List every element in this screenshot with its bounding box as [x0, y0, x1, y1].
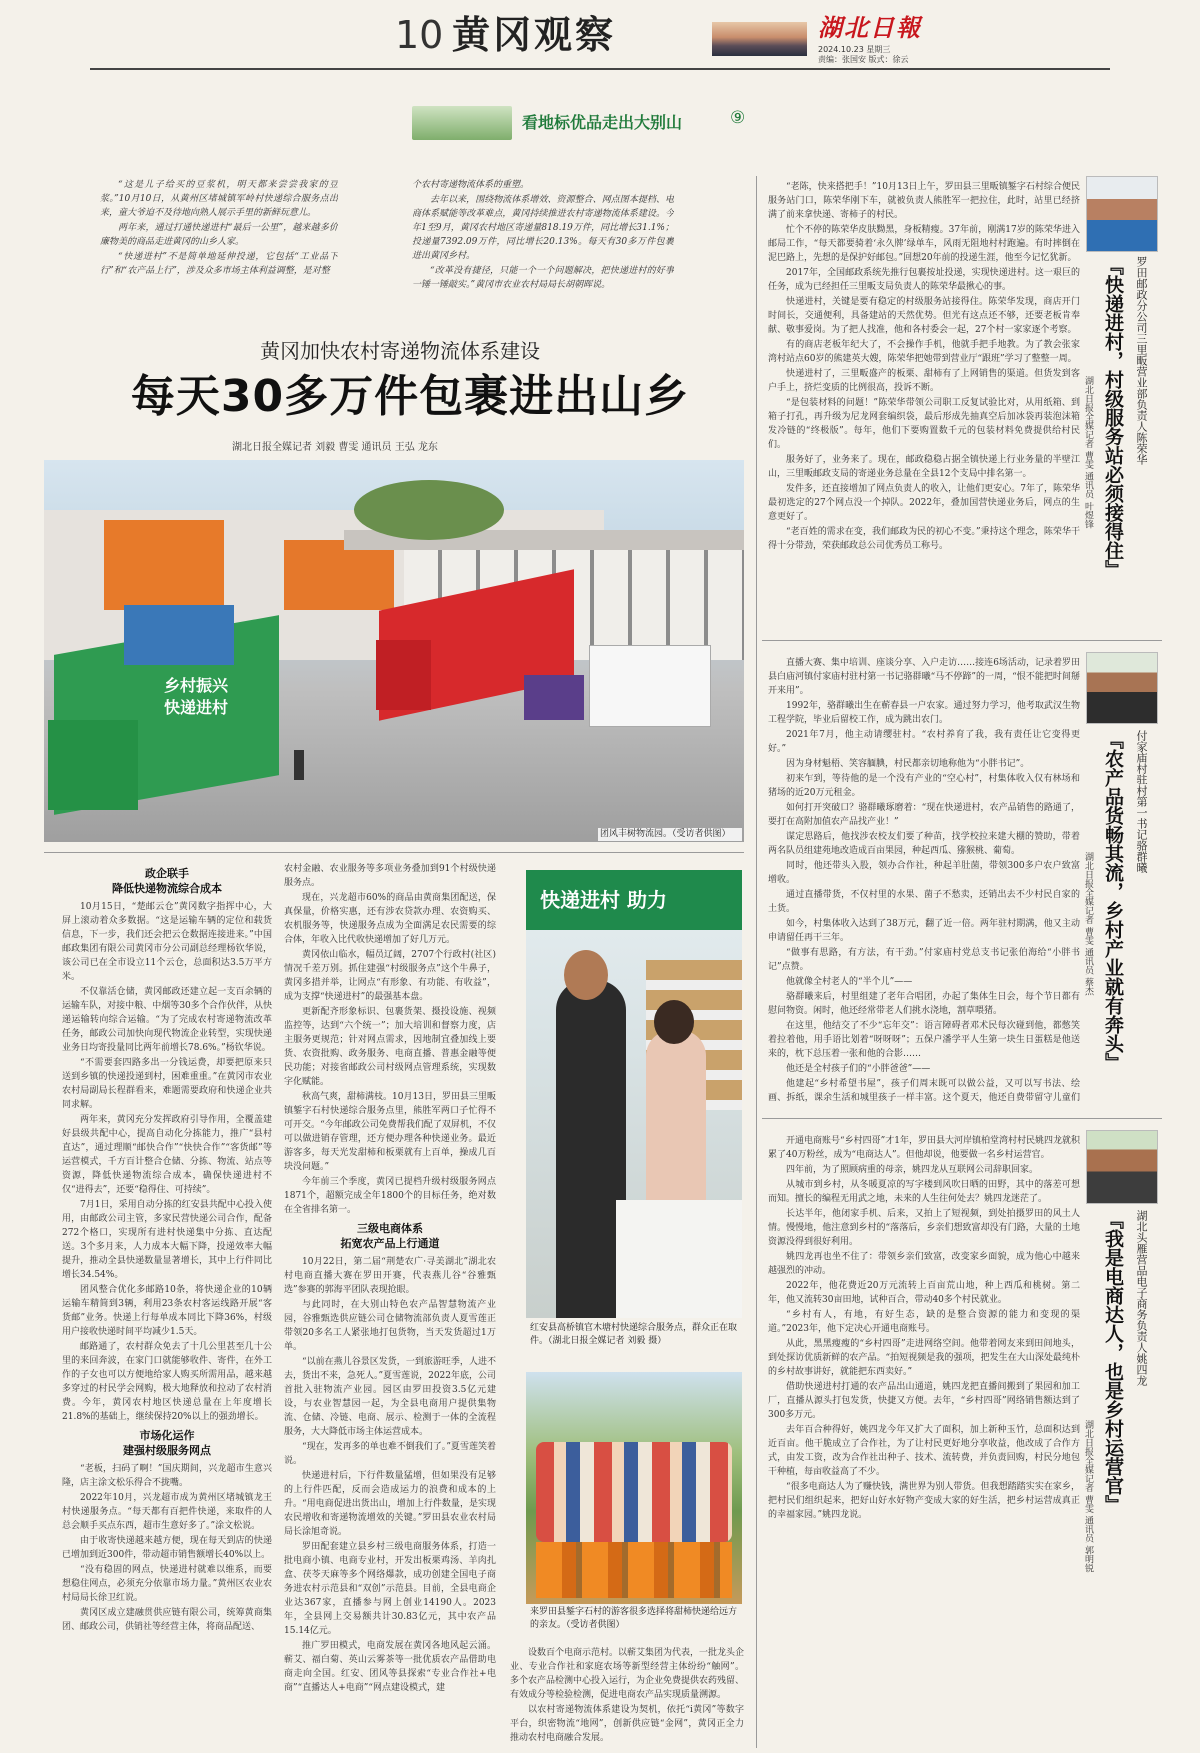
profile-paragraph: 发件多，还直接增加了网点负责人的收入，让他们更安心。7年了，陈荣华最初选定的27个网点没一个掉队。2022年，叠加国营快递业务后，网点的生意更好了。	[768, 484, 1080, 522]
van-white	[589, 645, 711, 727]
profile-3	[760, 1130, 1160, 1748]
body-paragraph: 更新配齐形象标识、包裹货架、摄投设施、视频监控等，达到“六个统一”；加大培训和督察力度，店主服务更规范；针对网点需求，因地制宜叠加线上要货、农资批购、政务服务、电商直播、普惠金融等便民功能；对接省邮政公司村级网点管理系统，实现数字化赋能。	[284, 1007, 496, 1087]
body-paragraph: 今年前三个季度，黄冈已提档升级村级服务网点1871个，超额完成全年1800个的目标任务，绝对数在全省排名第一。	[284, 1177, 496, 1215]
masthead-date: 2024.10.23 星期三	[818, 45, 891, 54]
truck-green-cab	[48, 720, 138, 810]
truck-blue	[124, 605, 234, 665]
intro-paragraph: 个农村寄递物流体系的重塑。	[412, 180, 530, 190]
body-paragraph: 2022年10月，兴龙超市成为黄州区堵城镇龙王村快递服务点。“每天都有百把件快递，来取件的人总会顺手买点东西，超市生意好多了。”涂文松说。	[62, 1493, 272, 1531]
body-paragraph: 罗田配套建立县乡村三级电商服务体系，打造一批电商小镇、电商专业村，开发出板栗鸡汤、羊肉扎盒、茯苓天麻等多个网络爆款，成功创建全国电子商务进农村示范县和“双创”示范县。目前，全县电商企业达367家，直播参与网上创业14190人。2023年，全县网上交易额共计30.83亿元，其中农产品15.14亿元。	[284, 1542, 496, 1636]
body-paragraph: 7月1日，采用自动分拣的红安县共配中心投入使用，由邮政公司主管，多家民营快递公司合作，配备272个格口，实现所有进村快递集中分拣、直达配送。3个多月来，人力成本大幅下降，投递效率大幅提升，推动全县快递数量显著增长，其中上行件同比增长34.54%。	[62, 1200, 272, 1280]
profile-3-portrait	[1086, 1130, 1158, 1204]
truck-green-label: 乡村振兴 快递进村	[164, 676, 229, 717]
subhead-line: 建强村级服务网点	[123, 1444, 211, 1457]
body-paragraph: 邮路通了，农村群众免去了十几公里甚至几十公里的来回奔波，在家门口就能够收件、寄件，在外工作的子女也可以方便地给家人购买所需用品，越来越多穿过的村民学会网购，极大地释放和拉动了农村消费。今年，黄冈农村地区快递总量在上年度增长21.8%的基础上，继续保持20%以上的强劲增长。	[62, 1342, 272, 1422]
profile-paragraph: “乡村有人，有地，有好生态，缺的是整合资源的能力和变现的渠道。”2023年，他下定决心开通电商账号。	[768, 1310, 1080, 1334]
warehouse-orange-panel	[104, 520, 224, 610]
profile-3-subtitle: 湖北头雁营品电子商务负责人姚四龙	[1135, 1210, 1148, 1386]
profile-1-subtitle: 罗田邮政分公司三里畈营业部负责人陈荣华	[1135, 256, 1148, 465]
body-paragraph: 推广罗田模式，电商发展在黄冈各地风起云涌。蕲艾、福白菊、英山云雾茶等一批优质农产品借助电商走向全国。红安、团风等县探索“专业合作社+电商”“直播达人+电商”“网点建设模式，建	[284, 1641, 496, 1693]
intro-paragraph: “改革没有捷径，只能一个一个问题解决，把快递进村的好事一锤一锤敲实。”黄冈市农业农村局局长胡朝晖说。	[412, 266, 674, 290]
profile-paragraph: 他还是全村孩子们的“小胖爸爸”——	[786, 1064, 931, 1074]
profile-paragraph: 2017年，全国邮政系统先推行包裹按址投递，实现快递进村。这一艰巨的任务，成为已经担任三里畈支局负责人的陈荣华最揪心的事。	[768, 268, 1080, 292]
body-paragraph: 不仅靠活仓储，黄冈邮政还建立起一支百余辆的运输车队，对接中粮、中烟等30多个合作伙伴，从快递运输转向综合运输。“为了完成农村寄递物流改革任务，邮政公司加快向现代物流企业转型，实现快递业务日均寄投量同比两年前增长78.6%。”杨钦华说。	[62, 987, 272, 1053]
profile-paragraph: 从城市到乡村，从冬暖夏凉的写字楼到风吹日晒的田野，其中的落差可想而知。擅长的编程无用武之地，未来的人生往何处去？姚四龙迷茫了。	[768, 1180, 1080, 1204]
intro-paragraph: 两年来，通过打通快递进村“最后一公里”，越来越多价廉物美的商品走进黄冈的山乡人家。	[100, 223, 338, 247]
villagers-persimmon-photo	[526, 1372, 742, 1604]
section-subhead	[62, 866, 272, 896]
profile-paragraph: 1992年，骆群曦出生在蕲春县一户农家。通过努力学习，他考取武汉生物工程学院，毕业后留校工作，成为跳出农门。	[768, 701, 1080, 725]
body-paragraph: 快递进村后，下行件数量猛增，但如果没有足够的上行件匹配，反而会造成运力的浪费和成本的上升。“用电商促进出货出山，增加上行件数量，是实现农民增收和寄递物流增效的关键。”罗田县农业农村局局长涂旭奇说。	[284, 1471, 496, 1537]
profile-paragraph: 谋定思路后，他找涉农校友们要了种苗，找学校拉来建大棚的赞助，带着两名队员组建苑地改造成百亩果园，种起西瓜、猕猴桃、葡萄。	[768, 832, 1080, 856]
section-subhead	[284, 1221, 496, 1251]
profile-1-text	[768, 180, 1080, 628]
body-paragraph: “老板，扫码了啊！”国庆期间，兴龙超市生意兴隆，店主涂文松乐得合不拢嘴。	[62, 1464, 272, 1488]
profile-2-portrait	[1086, 652, 1158, 724]
subhead-line: 政企联手	[145, 867, 189, 880]
series-number: ⑨	[730, 108, 746, 128]
intro-paragraph: “这是儿子给买的豆浆机，明天都来尝尝我家的豆浆。”10月10日，从黄州区堵城镇军岭村快递综合服务点出来，童大爷迫不及待地向熟人展示手里的新鲜玩意儿。	[100, 180, 338, 218]
sidebar-divider	[756, 176, 757, 1748]
profile-2-subtitle: 付家庙村驻村第一书记骆群曦	[1135, 730, 1148, 873]
profile-2	[760, 652, 1160, 1112]
profile-paragraph: 初来乍到，等待他的是一个没有产业的“空心村”，村集体收入仅有林场和猪场的近20万元租金。	[768, 774, 1080, 798]
masthead-photo	[712, 22, 807, 56]
profile-1-byline: 湖北日报全媒记者 曹雯 通讯员 叶煜锋	[1083, 376, 1093, 529]
page-number: 10	[395, 13, 444, 57]
profile-paragraph: 同时，他还带头入股，领办合作社，种起羊肚菌，带领300多户农户致富增收。	[768, 861, 1080, 885]
delivery-store-photo	[526, 870, 742, 1318]
body-paragraph: 10月15日，“楚邮云仓”黄冈数字指挥中心，大屏上滚动着众多数据。“这是运输车辆的定位和载货信息，下一步，我们还会把云仓数据连接进来。”中国邮政集团有限公司黄冈市分公司副总经理杨钦华说，该公司已在全市设立11个云仓，总面积达3.5万平方米。	[62, 902, 272, 982]
profile-paragraph: “很多电商达人为了赚快钱，满世界为别人带货。但我想踏踏实实在家乡，把村民们组织起来，把好山好水好物产变成大家的好生活，把乡村运营成真正的幸福家园。”姚四龙说。	[768, 1482, 1080, 1520]
tree-cluster	[354, 480, 504, 540]
profile-3-title: 『我是电商达人，也是乡村运营官』	[1102, 1210, 1124, 1514]
body-column-2	[284, 862, 496, 1748]
body-paragraph: 黄冈区成立建融贯供应链有限公司，统筹黄商集团、邮政公司，供销社等经营主体，将商品配送、	[62, 1608, 272, 1632]
series-banner	[412, 104, 792, 144]
subhead-line: 三级电商体系	[357, 1222, 423, 1235]
profile-paragraph: 四年前，为了照顾病重的母亲，姚四龙从互联网公司辞职回家。	[786, 1165, 1039, 1175]
profile-paragraph: 他就像全村老人的“半个儿”——	[786, 977, 913, 987]
profile-paragraph: 他建起“乡村希望书屋”，孩子们周末既可以做公益，又可以写书法、绘画、拆纸，课余生活和城里孩子一样丰富。这个夏天，他还自费带留守儿童们	[768, 1079, 1080, 1102]
masthead	[0, 0, 1200, 64]
logistics-park-photo	[44, 460, 744, 842]
profile-paragraph: 服务好了，业务来了。现在，邮政稳稳占据全镇快递上行业务量的半壁江山，三里畈邮政支局的寄递业务总量在全县12个支局中排名第一。	[768, 455, 1080, 479]
photo-bottom-rule	[44, 852, 744, 853]
profile-2-text	[768, 656, 1080, 1102]
profile-paragraph: 姚四龙再也坐不住了：带领乡亲们致富，改变家乡面貌，成为他心中越来越强烈的冲动。	[768, 1252, 1080, 1276]
profile-2-title: 『农产品货畅其流，乡村产业就有奔头』	[1102, 730, 1124, 1072]
profile-3-text	[768, 1134, 1080, 1744]
masthead-rule	[90, 68, 1110, 70]
profile-1-title: 『快递进村，村级服务站必须接得住』	[1102, 256, 1124, 579]
profile-paragraph: 2022年，他花费近20万元流转上百亩荒山地，种上西瓜和桃树。第二年，他又流转30亩田地，试种百合，带动40多个村民就业。	[768, 1281, 1080, 1305]
profile-paragraph: 通过直播带货，不仅村里的水果、菌子不愁卖，还销出去不少村民自家的土货。	[768, 890, 1080, 914]
body-paragraph: 秋高气爽，甜柿满枝。10月13日，罗田县三里畈镇錾字石村快递综合服务点里，熊胜军两口子忙得不可开交。“今年邮政公司免费帮我们配了双屏机，不仅可以做进销存管理，还方便办理各种快递业务。最近游客多，每天光发甜柿和板栗就有上百单，操成几百块没问题。”	[284, 1092, 496, 1172]
body-paragraph: 10月22日，第二届“荆楚农广·寻美湖北”湖北农村电商直播大赛在罗田开赛，代表燕儿谷“谷雅甄选”参赛的郭海平团队表现抢眼。	[284, 1257, 496, 1295]
profile-divider	[762, 1118, 1162, 1119]
subhead-line: 降低快递物流综合成本	[112, 882, 222, 895]
truck-red-cab	[376, 640, 431, 710]
profile-paragraph: “做事有思路，有方法，有干劲。”付家庙村党总支书记张伯海给“小胖书记”点赞。	[768, 948, 1080, 972]
profile-paragraph: 在这里，他结交了不少“忘年交”：语言障碍者邓术民每次碰到他，都憋笑着拉着他，用手语比划着“呀呀呀”；五保户潘学平人生第一块生日蛋糕是他送来的，枕下总压着一张和他的合影……	[768, 1021, 1080, 1059]
body-column-1	[62, 862, 272, 1748]
intro-paragraph: 去年以来，围绕物流体系增效、资源整合、网点图本提档、电商体系赋能等改革难点，黄冈持续推进农村寄递物流体系建设。今年1至9月，黄冈农村地区寄递量818.19万件，同比增长31.1%；投递量7392.09万件，同比增长20.13%。每天有30多万件包裹进出黄冈乡村。	[412, 195, 674, 261]
body-paragraph: “以前在燕儿谷景区发货，一到旅游旺季，人进不去，货出不来，急死人。”夏雪莲说，2022年底，公司首批入驻物流产业园。园区由罗田投资3.5亿元建设，与农业智慧园一起，为全县电商用户提供集物流、仓储、冷链、电商、展示、检测于一体的全流程服务，大大降低市场主体运营成本。	[284, 1357, 496, 1437]
store-banner-text: 快递进村 助力	[540, 888, 667, 912]
profile-paragraph: 有的商店老板年纪大了，不会操作手机，他就手把手地教。为了教会张家湾村站点60岁的熊建英大嫂，陈荣华把她带到营业厅“跟班”学习了整整一周。	[768, 340, 1080, 364]
paper-name-logo: 湖北日報	[818, 13, 922, 42]
profile-paragraph: 忙个不停的陈荣华皮肤黝黑，身板精瘦。37年前，刚满17岁的陈荣华进入邮局工作，“每天都要骑着‘永久牌’绿单车，风雨无阻地村村跑遍。有时摔倒在泥巴路上，先想的是保护好邮包。”回想20年前的投递生涯，他至今记忆犹新。	[768, 225, 1080, 263]
persimmon-baskets	[536, 1542, 732, 1598]
body-paragraph: 两年来，黄冈充分发挥政府引导作用，全覆盖建好县级共配中心，提高自动化分拣能力，推广“县村直达”，通过理顺“邮快合作”“快快合作”“客货邮”等运营模式，千方百计整合仓储、分拣、物流、站点等资源，降低快递物流综合成本，确保快递进村不仅“进得去”，还要“稳得住、可持续”。	[62, 1115, 272, 1195]
profile-paragraph: 骆群曦来后，村里组建了老年合唱团，办起了集体生日会，每个节日都有慰问物资。闲时，他还经常带老人们挑水浇地，割草喂猪。	[768, 992, 1080, 1016]
subhead-line: 市场化运作	[139, 1429, 195, 1442]
body-paragraph: 由于收寄快递越来越方便，现在每天到店的快递已增加到近300件，带动超市销售额增长40%以上。	[62, 1536, 272, 1560]
section-subhead	[62, 1428, 272, 1458]
profile-paragraph: 从此，黑黑瘦瘦的“乡村四哥”走进网络空间。他带着网友来到田间地头，到处探访优质新鲜的农产品。“拍短视频是我的强项，把发生在大山深处最纯朴的乡村故事讲好，就能把东西卖好。”	[768, 1339, 1080, 1377]
body-paragraph: 黄冈依山临水，幅员辽阔，2707个行政村(社区)情况千差万别。抓住建强“村级服务点”这个牛鼻子，黄冈多措并举，让网点“有形象、有功能、有收益”，成为支撑“快递进村”的最强基本盘。	[284, 950, 496, 1002]
body-paragraph: 以农村寄递物流体系建设为契机，依托“i黄冈”等数字平台，织密物流“地网”，创新供应链“金网”，黄冈正全力推动农村电商融合发展。	[510, 1705, 744, 1743]
body-paragraph: 现在，兴龙超市60%的商品由黄商集团配送，保真保量，价格实惠，还有涉农贷款办理、农资购买、农机服务等，快递服务点成为全面满足农民需要的综合体，年收入比代收快递增加了好几万元。	[284, 893, 496, 945]
body-paragraph: 农村金融、农业服务等多项业务叠加到91个村级快递服务点。	[284, 864, 496, 888]
profile-paragraph: 2021年7月，他主动请缨驻村。“农村养育了我，我有责任让它变得更好。”	[768, 730, 1080, 754]
logistics-photo-caption: 团风丰树物流园。（受访者供图）	[598, 828, 742, 841]
body-paragraph: 团风整合优化多邮路10条，将快递企业的10辆运输车精简到3辆，利用23条农村客运线路开展“客货邮”业务。快递上行每单成本同比下降36%，村级用户接收快递时间平均减少1.5天。	[62, 1285, 272, 1337]
subhead-line: 拓宽农产品上行通道	[340, 1237, 440, 1250]
worker-figure	[294, 750, 304, 780]
profile-paragraph: “老百姓的需求在变，我们邮政为民的初心不变。”秉持这个理念，陈荣华干得十分带劲，荣获邮政总公司优秀员工称号。	[768, 527, 1080, 551]
profile-paragraph: 长达半年，他闭家手机、后来，又拍上了短视频，到处拍摄罗田的风土人情。慢慢地，他注意到乡村的“落落后，乡亲们想致富却没有门路，大量的土地资源没得到很好利用。	[768, 1209, 1080, 1247]
body-column-3-bottom	[510, 1646, 744, 1748]
person-woman-head	[654, 1000, 694, 1044]
profile-paragraph: 如何打开突破口？骆群曦琢磨着：“现在快递进村，农产品销售的路通了，要打在高附加值农产品找产业！”	[768, 803, 1080, 827]
profile-paragraph: 去年百合种得好，姚四龙今年又扩大了面积，加上新种玉竹，总面积达到近百亩。他干脆成立了合作社，为了让村民更好地分享收益，他改成了合作方式，由发工资，改为合作社出种子、技术、流转费，并负责回购，村民分地包干种植，每亩收益高了不少。	[768, 1425, 1080, 1477]
villager-group	[536, 1442, 732, 1542]
profile-2-byline: 湖北日报全媒记者 曹雯 通讯员 蔡杰	[1083, 852, 1093, 996]
profile-1	[760, 176, 1160, 636]
profile-paragraph: “是包装材料的问题！”陈荣华带领公司职工反复试验比对，从用纸箱、到箱子打孔，再升级为尼龙网套编织袋，最后形成先抽真空后加冰袋再装泡沫箱发冷链的“终极版”。每年，他们下要购置数千元的包装材料免费提供给村民们。	[768, 398, 1080, 450]
villagers-photo-caption: 来罗田县錾字石村的游客很多选择将甜柿快递给远方的亲友。（受访者供图）	[530, 1607, 738, 1630]
store-photo-caption: 红安县高桥镇官木塘村快递综合服务点，群众正在取件。（湖北日报全媒记者 刘毅 摄）	[530, 1323, 738, 1346]
masthead-editors: 责编：张国安 版式：徐云	[818, 55, 909, 64]
body-paragraph: 与此同时，在大别山特色农产品智慧物流产业园，谷雅甄选供应链公司仓储物流部负责人夏雪莲正带领20多名工人紧张地打包货物，当天发货超过1万单。	[284, 1300, 496, 1352]
body-paragraph: 设数百个电商示范村。以蕲艾集团为代表，一批龙头企业、专业合作社和家庭农场等新型经营主体纷纷“触网”。多个农产品检测中心投入运行，为企业免费提供农药残留、有效成分等检验检测，促进电商农产品实现质量溯源。	[510, 1648, 744, 1700]
intro-column-2	[412, 178, 674, 328]
intro-column-1	[100, 178, 338, 328]
profile-1-portrait	[1086, 176, 1158, 252]
profile-paragraph: 开通电商账号“乡村四哥”才1年，罗田县大河岸镇柏堂湾村村民姚四龙就积累了40万粉丝，成为“电商达人”。但他却说，他要做一名乡村运营官。	[768, 1136, 1080, 1160]
profile-paragraph: 直播大赛、集中培训、座谈分享、入户走访……接连6场活动，记录着罗田县白庙河镇付家庙村驻村第一书记骆群曦“马不停蹄”的一周，“恨不能把时间掰开来用”。	[768, 658, 1080, 696]
person-man-head	[564, 950, 608, 1000]
article-byline: 湖北日报全媒记者 刘毅 曹雯 通讯员 王弘 龙东	[232, 442, 438, 453]
profile-paragraph: 快递进村了，三里畈盛产的板栗、甜柿有了上网销售的渠道。但货发到客户手上，挤烂变质的比例很高，投诉不断。	[768, 369, 1080, 393]
profile-paragraph: “老陈，快来搭把手！”10月13日上午，罗田县三里畈镇錾字石村综合便民服务站门口，陈荣华刚下车，就被负责人熊胜军一把拉住，此时，站里已经挤满了前来拿快递、寄柿子的村民。	[768, 182, 1080, 220]
profile-paragraph: 快递进村，关键是要有稳定的村级服务站接得住。陈荣华发现，商店开门时间长，交通便利，具备建站的天然优势。但光有这点还不够，还要老板肯奉献、敬事爱岗。为了把人找准，他和各村委会一起，27个村一家家逐个考察。	[768, 297, 1080, 335]
cargo-tricycle	[524, 675, 584, 720]
profile-3-byline: 湖北日报全媒记者 曹雯 通讯员 郭明锐	[1083, 1420, 1093, 1573]
article-headline: 每天30多万件包裹进出山乡	[130, 371, 690, 422]
warehouse-orange-panel	[284, 540, 394, 610]
section-title: 黄冈观察	[452, 12, 617, 57]
body-paragraph: “没有稳固的网点，快递进村就难以维系，而要想稳住网点，必须充分依靠市场力量。”黄州区农业农村局局长徐卫红说。	[62, 1565, 272, 1603]
intro-paragraph: “快递进村”不是简单地延伸投递，它包括“工业品下行”和“农产品上行”，涉及众多市场主体利益调整，是对整	[100, 252, 338, 276]
profile-paragraph: 借助快递进村打通的农产品出山通道，姚四龙把直播间搬到了果园和加工厂，直播从源头打包发货，快捷又方便。去年，“乡村四哥”网络销售额达到了300多万元。	[768, 1382, 1080, 1420]
profile-paragraph: 因为身材魁梧、笑容腼腆，村民都亲切地称他为“小胖书记”。	[786, 759, 1030, 769]
counter	[616, 1200, 742, 1318]
series-title: 看地标优品走出大别山	[522, 113, 683, 132]
series-illustration	[412, 106, 512, 140]
body-paragraph: “不需要套四路多出一分钱运费，却要把原来只送到乡镇的快递投递到村，困难重重。”在黄冈市农业农村局副局长程群看来，难题需要政府和快递企业共同求解。	[62, 1058, 272, 1110]
profile-paragraph: 如今，村集体收入达到了38万元，翻了近一倍。两年驻村期满，他又主动申请留任再干三年。	[768, 919, 1080, 943]
profile-divider	[762, 640, 1162, 641]
article-kicker: 黄冈加快农村寄递物流体系建设	[260, 339, 540, 363]
body-paragraph: “现在，发再多的单也难不倒我们了。”夏雪莲笑着说。	[284, 1442, 496, 1466]
